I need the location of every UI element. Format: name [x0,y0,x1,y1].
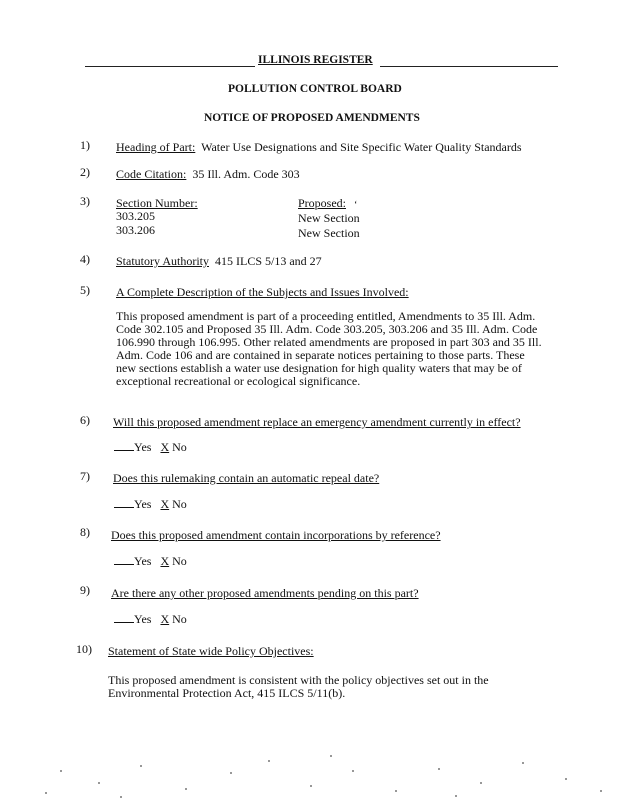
item-number: 10) [76,642,92,656]
question-label: Will this proposed amendment replace an emergency amendment currently in effect? [113,415,521,429]
stray-mark: ‘ [354,200,358,211]
field-value: Water Use Designations and Site Specific Water Quality Standards [201,140,522,154]
yes-label: Yes [134,554,152,568]
item-number: 7) [80,469,90,483]
yes-blank [114,497,134,508]
statutory-authority [116,254,322,269]
question-label: Does this rulemaking contain an automatic repeal date? [113,471,380,485]
yes-blank [114,612,134,623]
field-value: 415 ILCS 5/13 and 27 [215,254,322,268]
item-number: 3) [80,194,90,208]
section-number: 303.206 [116,223,155,237]
header-rule-left [85,66,255,67]
yes-no-answer [114,497,187,512]
field-value: 35 Ill. Adm. Code 303 [192,167,300,181]
item-number: 8) [80,525,90,539]
policy-objectives-label: Statement of State wide Policy Objectives: [108,644,314,658]
paragraph-line: 106.990 through 106.995. Other related amendments are proposed in part 303 and 35 Ill. [116,335,542,349]
paragraph-line: This proposed amendment is part of a proceeding entitled, Amendments to 35 Ill. Adm. [116,309,536,323]
paragraph-line: Environmental Protection Act, 415 ILCS 5/11(b). [108,686,346,700]
section-action: New Section [298,211,360,225]
paragraph-line: This proposed amendment is consistent with the policy objectives set out in the [108,673,489,687]
field-label: Heading of Part: [116,140,196,154]
question-label: Does this proposed amendment contain incorporations by reference? [111,528,441,542]
yes-label: Yes [134,440,152,454]
no-checkmark: X [160,440,170,454]
field-label: Statutory Authority [116,254,209,268]
item-number: 5) [80,283,90,297]
description-label: A Complete Description of the Subjects and Issues Involved: [116,285,409,299]
code-citation [116,167,300,182]
paragraph-line: exceptional recreational or ecological significance. [116,374,361,388]
paragraph-line: new sections establish a water use designation for high quality waters that may be of [116,361,522,375]
yes-blank [114,440,134,451]
section-number: 303.205 [116,209,155,223]
yes-blank [114,554,134,565]
notice-title: NOTICE OF PROPOSED AMENDMENTS [204,112,420,124]
paragraph-line: Code 302.105 and Proposed 35 Ill. Adm. Code 303.205, 303.206 and 35 Ill. Adm. Code [116,322,538,336]
no-label: No [172,612,187,626]
proposed-header: Proposed: [298,196,346,210]
item-number: 4) [80,252,90,266]
no-label: No [172,440,187,454]
yes-no-answer [114,554,187,569]
no-checkmark: X [160,497,170,511]
yes-no-answer [114,612,187,627]
yes-no-answer [114,440,187,455]
no-label: No [172,554,187,568]
no-checkmark: X [160,554,170,568]
policy-paragraph [108,674,548,700]
yes-label: Yes [134,497,152,511]
item-number: 9) [80,583,90,597]
field-label: Code Citation: [116,167,187,181]
yes-label: Yes [134,612,152,626]
description-paragraph [116,310,556,388]
question-label: Are there any other proposed amendments pending on this part? [111,586,419,600]
section-number-header: Section Number: [116,196,198,210]
no-checkmark: X [160,612,170,626]
paragraph-line: Adm. Code 106 and are contained in separate notices pertaining to those parts. These [116,348,525,362]
register-title: ILLINOIS REGISTER [258,54,373,66]
no-label: No [172,497,187,511]
heading-of-part [116,140,522,155]
item-number: 2) [80,165,90,179]
header-rule-right [380,66,558,67]
item-number: 1) [80,138,90,152]
section-action: New Section [298,226,360,240]
item-number: 6) [80,413,90,427]
agency-title: POLLUTION CONTROL BOARD [228,83,402,95]
